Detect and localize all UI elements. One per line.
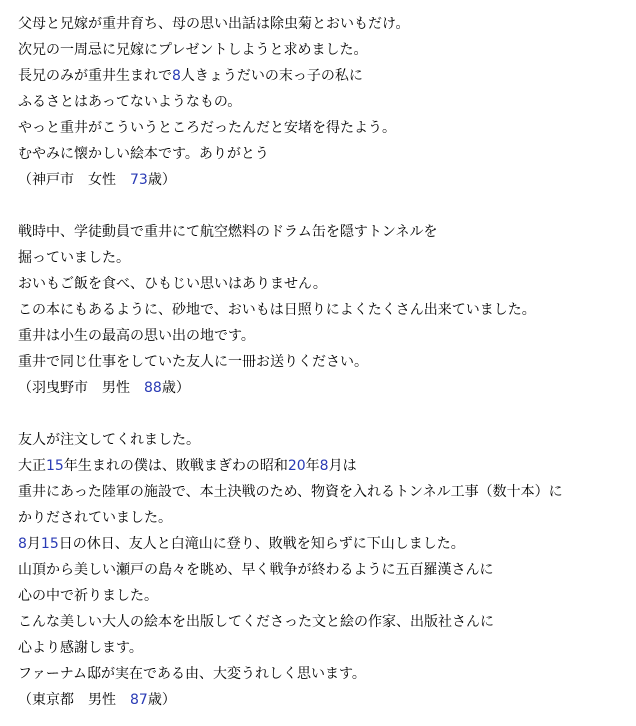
number-text: 15	[46, 458, 64, 474]
line-text: ふるさとはあってないようなもの。	[18, 94, 242, 110]
number-text: 8	[18, 536, 27, 552]
testimonial-line	[18, 271, 628, 297]
testimonial-line	[18, 245, 628, 271]
testimonial-line	[18, 141, 628, 167]
testimonial-line	[18, 609, 628, 635]
testimonial-line	[18, 375, 628, 401]
number-text: 8	[172, 68, 181, 84]
line-text: 日の休日、友人と白滝山に登り、敗戦を知らずに下山しました。	[58, 536, 465, 552]
testimonial-line	[18, 89, 628, 115]
testimonial-line	[18, 479, 628, 505]
number-text: 20	[287, 458, 306, 474]
testimonial-line	[18, 661, 628, 687]
testimonial-line	[18, 453, 628, 479]
block-spacer	[18, 193, 628, 219]
number-text: 15	[40, 536, 59, 552]
testimonial-line	[18, 219, 628, 245]
line-text: （羽曳野市 男性	[18, 380, 144, 396]
line-text: 年	[305, 458, 320, 474]
line-text: 重井で同じ仕事をしていた友人に一冊お送りください。	[18, 354, 368, 370]
testimonial-line	[18, 531, 628, 557]
number-text: 73	[130, 172, 148, 188]
line-text: やっと重井がこういうところだったんだと安堵を得たよう。	[18, 120, 396, 136]
line-text: 人きょうだいの末っ子の私に	[180, 68, 363, 84]
testimonials-page	[18, 11, 628, 713]
testimonial-line	[18, 505, 628, 531]
testimonial-line	[18, 11, 628, 37]
testimonial-line	[18, 167, 628, 193]
line-text: 歳）	[147, 692, 176, 708]
line-text: 歳）	[147, 172, 176, 188]
line-text: 父母と兄嫁が重井育ち、母の思い出話は除虫菊とおいもだけ。	[18, 16, 410, 32]
line-text: 年生まれの僕は、敗戦まぎわの昭和	[63, 458, 288, 474]
line-text: ファーナム邸が実在である由、大変うれしく思います。	[18, 666, 366, 682]
line-text: おいもご飯を食べ、ひもじい思いはありません。	[18, 276, 327, 292]
line-text: こんな美しい大人の絵本を出版してくださった文と絵の作家、出版社さんに	[18, 614, 494, 630]
line-text: 重井は小生の最高の思い出の地です。	[18, 328, 255, 344]
testimonial-line	[18, 63, 628, 89]
line-text: 長兄のみが重井生まれで	[18, 68, 172, 84]
testimonial-block	[18, 11, 628, 193]
line-text: 友人が注文してくれました。	[18, 432, 200, 448]
line-text: 掘っていました。	[18, 250, 130, 266]
testimonial-line	[18, 115, 628, 141]
testimonial-line	[18, 323, 628, 349]
testimonial-block	[18, 427, 628, 713]
line-text: 重井にあった陸軍の施設で、本土決戦のため、物資を入れるトンネル工事（数十本）に	[18, 484, 563, 500]
line-text: 歳）	[161, 380, 190, 396]
line-text: この本にもあるように、砂地で、おいもは日照りによくたくさん出来ていました。	[18, 302, 536, 318]
number-text: 8	[319, 458, 329, 474]
line-text: （神戸市 女性	[18, 172, 130, 188]
line-text: 心より感謝します。	[18, 640, 143, 656]
number-text: 87	[130, 692, 148, 708]
testimonial-line	[18, 427, 628, 453]
line-text: 心の中で祈りました。	[18, 588, 158, 604]
testimonial-block	[18, 219, 628, 401]
line-text: 次兄の一周忌に兄嫁にプレゼントしようと求めました。	[18, 42, 368, 58]
line-text: 山頂から美しい瀬戸の島々を眺め、早く戦争が終わるように五百羅漢さんに	[18, 562, 494, 578]
testimonial-line	[18, 687, 628, 713]
line-text: 月は	[328, 458, 357, 474]
testimonial-line	[18, 635, 628, 661]
number-text: 88	[144, 380, 162, 396]
testimonial-line	[18, 297, 628, 323]
line-text: 戦時中、学徒動員で重井にて航空燃料のドラム缶を隠すトンネルを	[18, 224, 438, 240]
testimonial-line	[18, 557, 628, 583]
line-text: かりだされていました。	[18, 510, 172, 526]
block-spacer	[18, 401, 628, 427]
testimonial-line	[18, 37, 628, 63]
line-text: （東京都 男性	[18, 692, 130, 708]
testimonial-line	[18, 349, 628, 375]
testimonial-line	[18, 583, 628, 609]
line-text: 月	[26, 536, 41, 552]
line-text: 大正	[18, 458, 46, 474]
line-text: むやみに懐かしい絵本です。ありがとう	[18, 146, 269, 162]
